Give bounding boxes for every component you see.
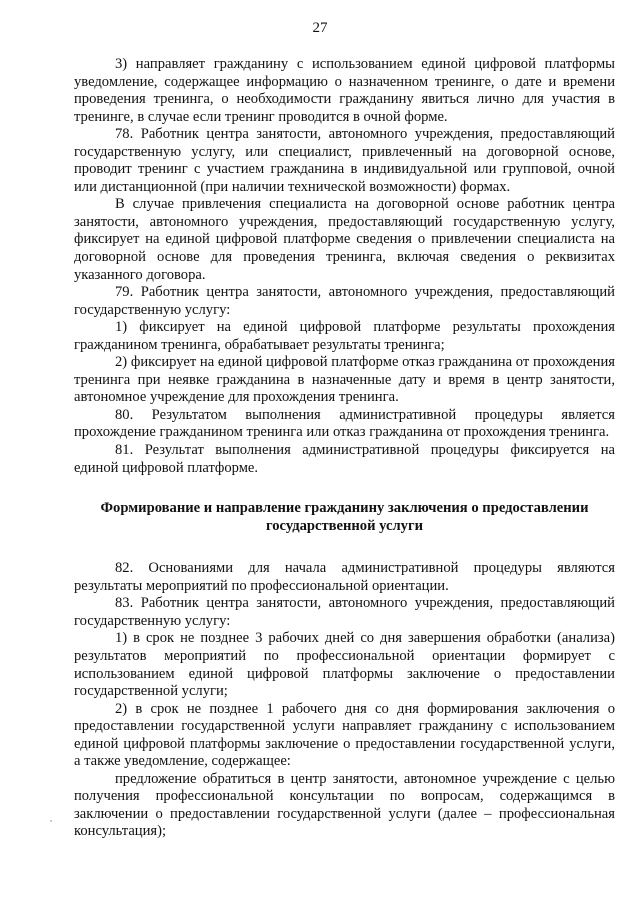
paragraph: 82. Основаниями для начала административной процедуры являются результаты мероприятий по профессиональной ориентации. bbox=[74, 560, 615, 594]
document-body bbox=[74, 56, 615, 841]
paragraph: 81. Результат выполнения административной процедуры фиксируется на единой цифровой платформе. bbox=[74, 442, 615, 476]
list-item: 2) фиксирует на единой цифровой платформе отказ гражданина от прохождения тренинга при неявке гражданина в назначенные дату и время в центр занятости, автономное учреждение для прохождения тренинга. bbox=[74, 354, 615, 406]
scan-artifact bbox=[50, 820, 52, 822]
paragraph: 83. Работник центра занятости, автономного учреждения, предоставляющий государственную услугу: bbox=[74, 595, 615, 629]
paragraph: 80. Результатом выполнения административной процедуры является прохождение гражданином тренинга или отказ гражданина от прохождения тренинга. bbox=[74, 406, 615, 441]
section-heading: Формирование и направление гражданину заключения о предоставлении государственной услуги bbox=[100, 500, 589, 534]
paragraph: предложение обратиться в центр занятости, автономное учреждение с целью получения профессиональной консультации по вопросам, содержащимся в заключении о предоставлении государственной услуги (далее – профессиональная консультация); bbox=[74, 770, 615, 840]
list-item: 1) в срок не позднее 3 рабочих дней со дня завершения обработки (анализа) результатов мероприятий по профессиональной ориентации формирует с использованием единой цифровой платформы заключение о предоставлении государственной услуги; bbox=[74, 630, 615, 700]
page-number: 27 bbox=[312, 20, 328, 36]
paragraph: 78. Работник центра занятости, автономного учреждения, предоставляющий государственную услугу, или специалист, привлеченный на договорной основе, проводит тренинг с участием гражданина в индивидуальной или групповой, очной или дистанционной (при наличии технической возможности) формах. bbox=[74, 126, 615, 195]
paragraph: 79. Работник центра занятости, автономного учреждения, предоставляющий государственную услугу: bbox=[74, 284, 615, 318]
list-item: 1) фиксирует на единой цифровой платформе результаты прохождения гражданином тренинга, обрабатывает результаты тренинга; bbox=[74, 319, 615, 353]
paragraph: В случае привлечения специалиста на договорной основе работник центра занятости, автономного учреждения, предоставляющий государственную услугу, фиксирует на единой цифровой платформе сведения о привлечении специалиста на договорной основе для проведения тренинга, включая сведения о реквизитах указанного договора. bbox=[74, 196, 615, 283]
list-item: 2) в срок не позднее 1 рабочего дня со дня формирования заключения о предоставлении государственной услуги направляет гражданину с использованием единой цифровой платформы заключение о предоставлении государственной услуги, а также уведомление, содержащее: bbox=[74, 700, 615, 770]
paragraph: 3) направляет гражданину с использованием единой цифровой платформы уведомление, содержащее информацию о назначенном тренинге, о дате и времени проведения тренинга, о необходимости гражданину явиться лично для участия в тренинге, в случае если тренинг проводится в очной форме. bbox=[74, 56, 615, 125]
